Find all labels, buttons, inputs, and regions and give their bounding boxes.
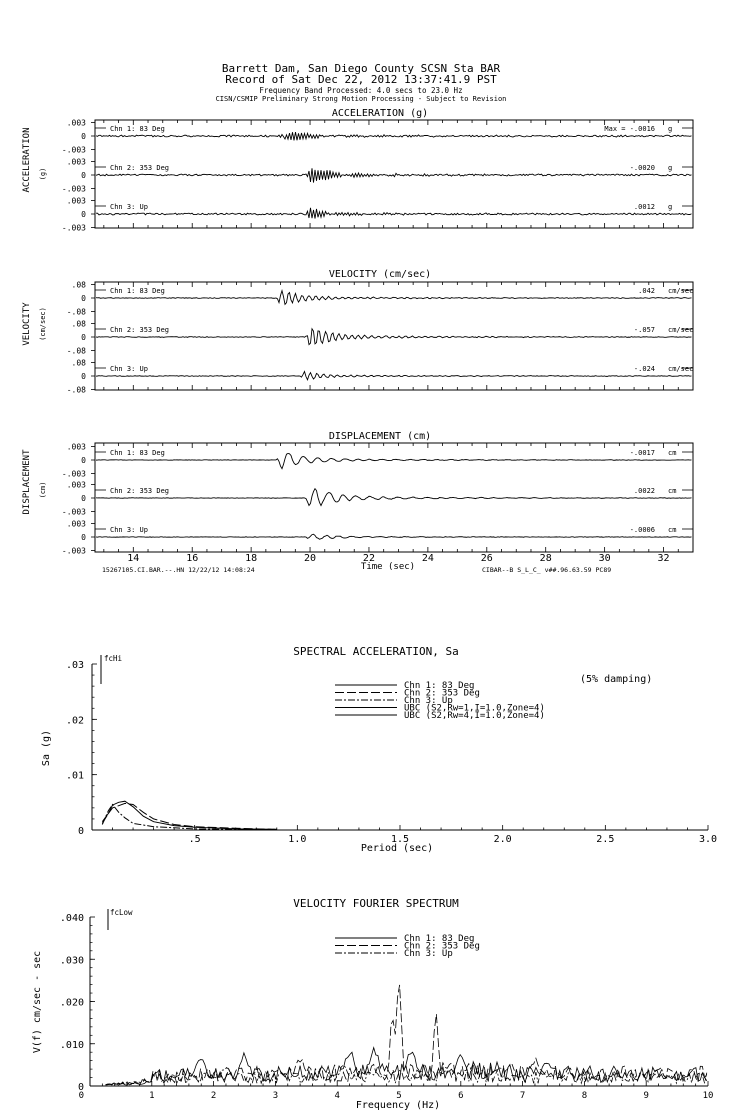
peak-unit: cm xyxy=(668,526,677,534)
peak-value: .0022 xyxy=(633,487,655,495)
y-tick-label: 0 xyxy=(81,456,86,465)
acceleration-ylabel: ACCELERATION xyxy=(22,127,32,193)
sa-legend-label: Chn 3: Up xyxy=(404,696,453,706)
velocity-unit: (cm/sec) xyxy=(39,307,47,341)
y-tick-label: 0 xyxy=(81,210,86,219)
time-tick-label: 18 xyxy=(245,553,258,564)
footer-record-id: 15267105.CI.BAR.--.HN 12/22/12 14:08:24 xyxy=(102,566,255,574)
y-tick-label: -.003 xyxy=(61,223,86,233)
sa-title: SPECTRAL ACCELERATION, Sa xyxy=(293,645,459,658)
time-tick-label: 22 xyxy=(362,553,375,564)
peak-value: -.024 xyxy=(633,365,655,373)
waveform-3 xyxy=(96,208,692,219)
channel-label: Chn 1: 83 Deg xyxy=(110,449,165,457)
sa-x-tick-label: 2.5 xyxy=(596,834,615,845)
peak-value: -.0020 xyxy=(629,164,655,172)
header-line-3: Frequency Band Processed: 4.0 secs to 23.0 Hz xyxy=(259,86,463,95)
header-line-4: CISN/CSMIP Preliminary Strong Motion Processing - Subject to Revision xyxy=(215,95,507,103)
acceleration-panel xyxy=(22,108,693,233)
y-tick-label: .08 xyxy=(71,358,86,368)
fs-x-tick-label: 2 xyxy=(210,1091,217,1101)
y-tick-label: -.08 xyxy=(66,385,86,395)
peak-value: -.0017 xyxy=(629,449,655,457)
fs-legend-label: Chn 1: 83 Deg xyxy=(404,934,475,944)
channel-label: Chn 3: Up xyxy=(110,203,148,211)
fs-x-tick-label: 10 xyxy=(702,1091,714,1101)
waveform-1 xyxy=(96,291,692,305)
peak-unit: cm xyxy=(668,449,677,457)
peak-unit: cm xyxy=(668,487,677,495)
y-tick-label: -.08 xyxy=(66,346,86,356)
y-tick-label: 0 xyxy=(81,372,86,381)
peak-value: -.0006 xyxy=(629,526,655,534)
header-line-2: Record of Sat Dec 22, 2012 13:37:41.9 PST xyxy=(225,73,497,86)
displacement-title: DISPLACEMENT (cm) xyxy=(328,431,432,442)
channel-label: Chn 2: 353 Deg xyxy=(110,164,170,172)
y-tick-label: 0 xyxy=(81,171,86,180)
y-tick-label: .08 xyxy=(71,280,86,290)
displacement-ylabel: DISPLACEMENT xyxy=(22,449,32,515)
fs-legend-label: Chn 2: 353 Deg xyxy=(404,941,480,952)
y-tick-label: .003 xyxy=(66,118,86,128)
y-tick-label: -.003 xyxy=(61,145,86,155)
velocity-title: VELOCITY (cm/sec) xyxy=(328,269,432,280)
time-tick-label: 30 xyxy=(598,553,611,564)
waveform-1 xyxy=(96,132,692,140)
waveform-2 xyxy=(96,168,692,182)
peak-value: .0012 xyxy=(633,203,655,211)
footer-processing-code: CIBAR--B S_L_C_ v##.96.63.59 PC89 xyxy=(482,566,612,574)
sa-legend-label: Chn 1: 83 Deg xyxy=(404,681,475,691)
peak-unit: cm/sec xyxy=(668,365,694,373)
fs-series-line xyxy=(106,985,707,1085)
fs-y-tick-label: .040 xyxy=(59,913,84,924)
sa-x-tick-label: 1.5 xyxy=(390,834,410,845)
sa-y-tick-label: .01 xyxy=(65,770,84,782)
waveform-3 xyxy=(96,534,692,539)
fs-y-tick-label: 0 xyxy=(77,1082,84,1093)
peak-unit: g xyxy=(668,203,673,211)
peak-value: -.057 xyxy=(633,326,655,334)
sa-y-tick-label: .03 xyxy=(65,660,84,671)
y-tick-label: -.003 xyxy=(61,469,86,479)
time-tick-label: 16 xyxy=(186,553,199,564)
sa-damping-note: (5% damping) xyxy=(580,674,653,685)
sa-y-tick-label: .02 xyxy=(65,715,84,727)
peak-value: Max = -.0016 xyxy=(604,125,655,133)
sa-x-tick-label: 2.0 xyxy=(493,834,512,845)
fs-x-tick-label: 4 xyxy=(334,1091,340,1101)
y-tick-label: -.003 xyxy=(61,507,86,517)
time-axis-label: Time (sec) xyxy=(360,562,416,572)
fs-y-tick-label: .010 xyxy=(59,1039,84,1051)
waveform-3 xyxy=(96,372,692,380)
fs-y-tick-label: .030 xyxy=(59,955,84,967)
spectral-acceleration-chart xyxy=(41,645,717,854)
time-tick-label: 20 xyxy=(304,553,317,564)
fs-fclow-label: fcLow xyxy=(110,908,133,917)
y-tick-label: -.003 xyxy=(61,546,86,556)
header-line-1: Barrett Dam, San Diego County SCSN Sta BAR xyxy=(221,62,501,75)
y-tick-label: .003 xyxy=(66,157,86,167)
fs-origin-label: 0 xyxy=(78,1091,84,1101)
peak-unit: g xyxy=(668,125,673,133)
time-tick-label: 26 xyxy=(480,553,493,564)
y-tick-label: -.003 xyxy=(61,184,86,194)
fs-xlabel: Frequency (Hz) xyxy=(355,1100,441,1111)
y-tick-label: .003 xyxy=(66,519,86,529)
y-tick-label: -.08 xyxy=(66,307,86,317)
fs-x-tick-label: 7 xyxy=(519,1091,526,1101)
peak-unit: g xyxy=(668,164,673,172)
y-tick-label: .003 xyxy=(66,442,86,452)
sa-x-tick-label: .5 xyxy=(188,834,201,845)
sa-legend-label: UBC (S2,Rw=1,I=1.0,Zone=4) xyxy=(404,703,545,714)
fs-title: VELOCITY FOURIER SPECTRUM xyxy=(293,897,459,910)
channel-label: Chn 2: 353 Deg xyxy=(110,326,170,334)
peak-value: .042 xyxy=(638,287,655,295)
displacement-unit: (cm) xyxy=(39,481,47,499)
waveform-1 xyxy=(96,453,692,468)
velocity-ylabel: VELOCITY xyxy=(22,302,32,346)
channel-label: Chn 3: Up xyxy=(110,365,148,373)
acceleration-unit: (g) xyxy=(39,167,47,181)
time-tick-label: 32 xyxy=(657,553,670,564)
sa-ylabel: Sa (g) xyxy=(41,729,52,767)
sa-x-tick-label: 1.0 xyxy=(288,834,307,845)
acceleration-title: ACCELERATION (g) xyxy=(331,108,429,119)
channel-label: Chn 1: 83 Deg xyxy=(110,287,165,295)
sa-x-tick-label: 3.0 xyxy=(698,834,718,845)
sa-xlabel: Period (sec) xyxy=(360,843,434,854)
fs-x-tick-label: 3 xyxy=(272,1091,279,1101)
peak-unit: cm/sec xyxy=(668,326,694,334)
y-tick-label: .003 xyxy=(66,480,86,490)
channel-label: Chn 3: Up xyxy=(110,526,148,534)
fs-ylabel: V(f) cm/sec - sec xyxy=(32,950,43,1054)
y-tick-label: .08 xyxy=(71,319,86,329)
sa-legend-label: Chn 2: 353 Deg xyxy=(404,688,480,699)
sa-legend-label: UBC (S2,Rw=4,I=1.0,Zone=4) xyxy=(404,711,545,721)
fs-x-tick-label: 9 xyxy=(643,1091,649,1101)
fourier-spectrum-chart xyxy=(32,897,713,1111)
y-tick-label: 0 xyxy=(81,494,86,503)
fs-x-tick-label: 6 xyxy=(458,1091,464,1101)
waveform-2 xyxy=(96,489,692,506)
channel-label: Chn 2: 353 Deg xyxy=(110,487,170,495)
y-tick-label: .003 xyxy=(66,196,86,206)
velocity-panel xyxy=(22,269,693,395)
y-tick-label: 0 xyxy=(81,533,86,542)
y-tick-label: 0 xyxy=(81,294,86,303)
peak-unit: cm/sec xyxy=(668,287,694,295)
fs-x-tick-label: 5 xyxy=(396,1091,402,1101)
y-tick-label: 0 xyxy=(81,333,86,342)
y-tick-label: 0 xyxy=(81,132,86,141)
fs-x-tick-label: 1 xyxy=(149,1091,155,1101)
displacement-panel xyxy=(22,431,693,556)
sa-series-line xyxy=(102,803,276,829)
fs-legend-label: Chn 3: Up xyxy=(404,949,453,959)
waveform-2 xyxy=(96,329,692,345)
time-tick-label: 28 xyxy=(539,553,552,564)
sa-series-line xyxy=(102,801,276,829)
sa-y-tick-label: 0 xyxy=(77,826,84,837)
time-tick-label: 24 xyxy=(421,553,434,564)
fs-x-tick-label: 8 xyxy=(581,1091,588,1101)
time-tick-label: 14 xyxy=(127,553,140,564)
fs-y-tick-label: .020 xyxy=(59,997,84,1009)
sa-fchi-label: fcHi xyxy=(104,654,123,663)
channel-label: Chn 1: 83 Deg xyxy=(110,125,165,133)
